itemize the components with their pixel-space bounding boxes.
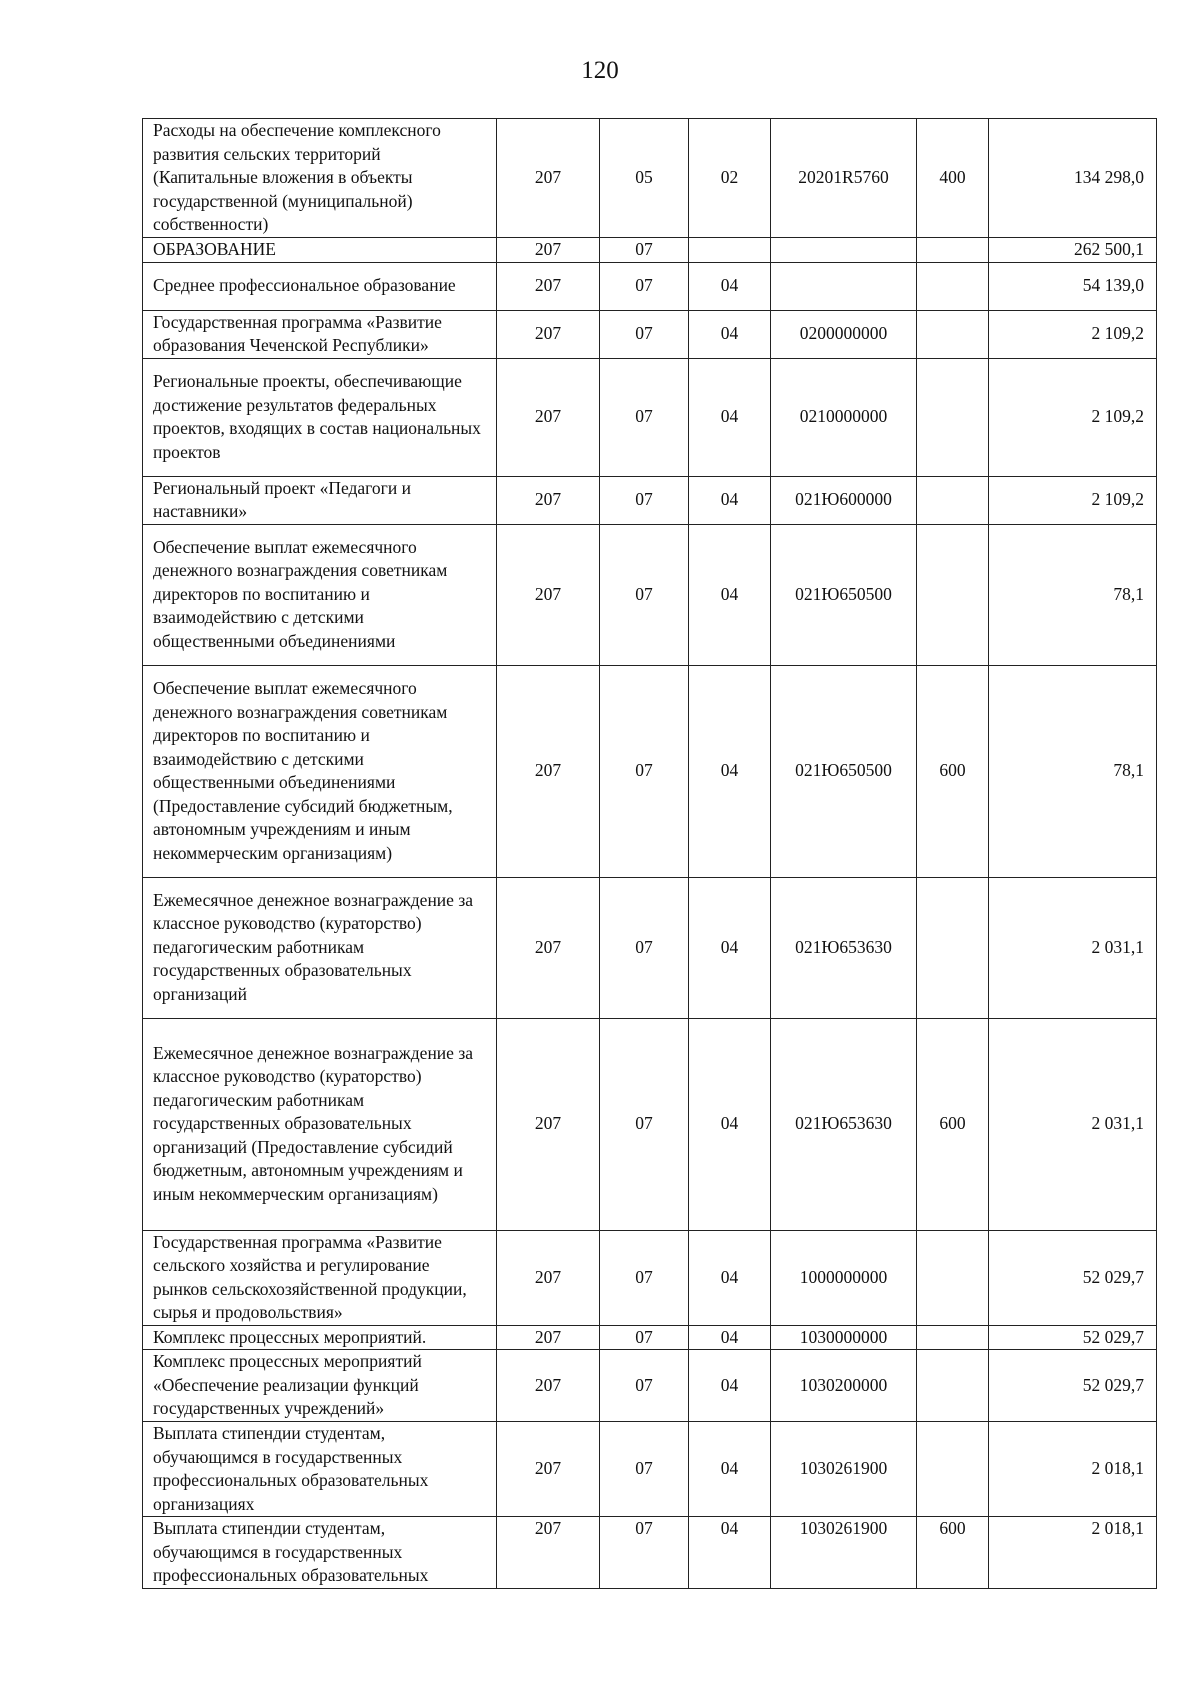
budget-table <box>142 118 1157 1589</box>
row-rz: 07 <box>600 262 689 310</box>
row-amount: 2 018,1 <box>989 1517 1157 1589</box>
row-name: Обеспечение выплат ежемесячного денежного вознаграждения советникам директоров по воспитанию и взаимодействию с детскими общественными объединениями (Предоставление субсидий бюджетным, автономным учреждениям и иным некоммерческим организациям) <box>143 665 497 877</box>
row-amount: 54 139,0 <box>989 262 1157 310</box>
row-ved: 207 <box>497 1230 600 1325</box>
row-amount: 52 029,7 <box>989 1230 1157 1325</box>
row-vr <box>917 238 989 263</box>
row-ved: 207 <box>497 1350 600 1422</box>
row-pr: 04 <box>689 262 771 310</box>
table-row <box>143 1517 1157 1589</box>
row-name: Выплата стипендии студентам, обучающимся в государственных профессиональных образовательных <box>143 1517 497 1589</box>
table-row <box>143 358 1157 476</box>
row-csr: 1000000000 <box>771 1230 917 1325</box>
row-csr: 1030000000 <box>771 1325 917 1350</box>
row-csr <box>771 262 917 310</box>
table-row <box>143 1350 1157 1422</box>
row-csr: 0210000000 <box>771 358 917 476</box>
row-rz: 07 <box>600 665 689 877</box>
row-amount: 2 031,1 <box>989 877 1157 1018</box>
row-vr <box>917 1350 989 1422</box>
row-ved: 207 <box>497 310 600 358</box>
row-rz: 07 <box>600 1422 689 1517</box>
row-rz: 07 <box>600 1018 689 1230</box>
row-csr <box>771 238 917 263</box>
row-rz: 07 <box>600 877 689 1018</box>
row-amount: 262 500,1 <box>989 238 1157 263</box>
row-vr <box>917 1325 989 1350</box>
row-ved: 207 <box>497 524 600 665</box>
row-csr: 021Ю650500 <box>771 665 917 877</box>
row-pr: 04 <box>689 1018 771 1230</box>
row-vr <box>917 358 989 476</box>
table-row <box>143 1230 1157 1325</box>
row-vr: 600 <box>917 1018 989 1230</box>
row-amount: 2 031,1 <box>989 1018 1157 1230</box>
page-number: 120 <box>581 57 619 84</box>
row-amount: 2 109,2 <box>989 310 1157 358</box>
row-name: Государственная программа «Развитие образования Чеченской Республики» <box>143 310 497 358</box>
table-row <box>143 1422 1157 1517</box>
row-csr: 0200000000 <box>771 310 917 358</box>
row-vr: 400 <box>917 119 989 238</box>
row-ved: 207 <box>497 1018 600 1230</box>
row-csr: 021Ю653630 <box>771 877 917 1018</box>
row-name: Обеспечение выплат ежемесячного денежного вознаграждения советникам директоров по воспитанию и взаимодействию с детскими общественными объединениями <box>143 524 497 665</box>
row-ved: 207 <box>497 358 600 476</box>
row-rz: 07 <box>600 1350 689 1422</box>
row-amount: 78,1 <box>989 524 1157 665</box>
row-pr: 04 <box>689 524 771 665</box>
row-vr <box>917 262 989 310</box>
row-pr: 04 <box>689 310 771 358</box>
row-amount: 2 109,2 <box>989 358 1157 476</box>
table-row <box>143 238 1157 263</box>
table-row <box>143 877 1157 1018</box>
row-rz: 07 <box>600 524 689 665</box>
row-amount: 52 029,7 <box>989 1325 1157 1350</box>
row-csr: 1030261900 <box>771 1422 917 1517</box>
row-rz: 05 <box>600 119 689 238</box>
row-ved: 207 <box>497 262 600 310</box>
row-pr: 04 <box>689 1350 771 1422</box>
row-ved: 207 <box>497 877 600 1018</box>
table-row <box>143 1018 1157 1230</box>
row-name: Выплата стипендии студентам, обучающимся в государственных профессиональных образовательных организациях <box>143 1422 497 1517</box>
row-vr <box>917 524 989 665</box>
row-name: Комплекс процессных мероприятий «Обеспечение реализации функций государственных учреждений» <box>143 1350 497 1422</box>
row-name: Комплекс процессных мероприятий. <box>143 1325 497 1350</box>
table-row <box>143 476 1157 524</box>
row-ved: 207 <box>497 238 600 263</box>
table-row <box>143 665 1157 877</box>
row-rz: 07 <box>600 310 689 358</box>
row-name: Расходы на обеспечение комплексного развития сельских территорий (Капитальные вложения в объекты государственной (муниципальной) собственности) <box>143 119 497 238</box>
table-row <box>143 310 1157 358</box>
row-vr <box>917 476 989 524</box>
row-csr: 021Ю653630 <box>771 1018 917 1230</box>
row-ved: 207 <box>497 1422 600 1517</box>
row-pr: 04 <box>689 1517 771 1589</box>
row-pr: 02 <box>689 119 771 238</box>
row-vr: 600 <box>917 1517 989 1589</box>
row-name: Ежемесячное денежное вознаграждение за классное руководство (кураторство) педагогическим работникам государственных образовательных организаций <box>143 877 497 1018</box>
table-row <box>143 262 1157 310</box>
row-rz: 07 <box>600 1517 689 1589</box>
row-ved: 207 <box>497 1517 600 1589</box>
table-row <box>143 119 1157 238</box>
table-row <box>143 1325 1157 1350</box>
row-pr: 04 <box>689 1422 771 1517</box>
row-csr: 1030200000 <box>771 1350 917 1422</box>
row-ved: 207 <box>497 665 600 877</box>
budget-table-body <box>143 119 1157 1589</box>
row-name: ОБРАЗОВАНИЕ <box>143 238 497 263</box>
row-pr: 04 <box>689 877 771 1018</box>
row-csr: 20201R5760 <box>771 119 917 238</box>
row-rz: 07 <box>600 1325 689 1350</box>
row-csr: 021Ю650500 <box>771 524 917 665</box>
row-pr: 04 <box>689 665 771 877</box>
row-amount: 78,1 <box>989 665 1157 877</box>
row-vr: 600 <box>917 665 989 877</box>
row-vr <box>917 877 989 1018</box>
row-name: Ежемесячное денежное вознаграждение за классное руководство (кураторство) педагогическим работникам государственных образовательных организаций (Предоставление субсидий бюджетным, автономным учреждениям и иным некоммерческим организациям) <box>143 1018 497 1230</box>
row-pr: 04 <box>689 1325 771 1350</box>
row-ved: 207 <box>497 476 600 524</box>
row-amount: 2 018,1 <box>989 1422 1157 1517</box>
row-rz: 07 <box>600 238 689 263</box>
row-name: Региональные проекты, обеспечивающие достижение результатов федеральных проектов, входящих в состав национальных проектов <box>143 358 497 476</box>
row-pr: 04 <box>689 1230 771 1325</box>
row-amount: 52 029,7 <box>989 1350 1157 1422</box>
row-rz: 07 <box>600 476 689 524</box>
table-row <box>143 524 1157 665</box>
row-vr <box>917 310 989 358</box>
row-rz: 07 <box>600 1230 689 1325</box>
row-pr: 04 <box>689 358 771 476</box>
row-name: Региональный проект «Педагоги и наставники» <box>143 476 497 524</box>
row-amount: 134 298,0 <box>989 119 1157 238</box>
row-ved: 207 <box>497 119 600 238</box>
row-vr <box>917 1422 989 1517</box>
row-vr <box>917 1230 989 1325</box>
row-csr: 021Ю600000 <box>771 476 917 524</box>
row-pr: 04 <box>689 476 771 524</box>
row-amount: 2 109,2 <box>989 476 1157 524</box>
row-name: Среднее профессиональное образование <box>143 262 497 310</box>
row-name: Государственная программа «Развитие сельского хозяйства и регулирование рынков сельскохозяйственной продукции, сырья и продовольствия» <box>143 1230 497 1325</box>
row-rz: 07 <box>600 358 689 476</box>
row-ved: 207 <box>497 1325 600 1350</box>
row-pr <box>689 238 771 263</box>
row-csr: 1030261900 <box>771 1517 917 1589</box>
